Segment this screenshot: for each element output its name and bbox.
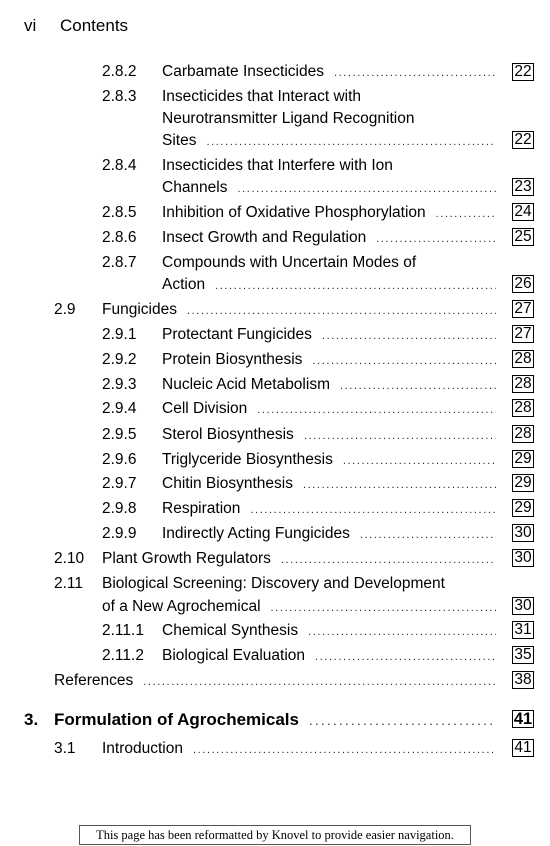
- page-link[interactable]: 26: [512, 275, 534, 293]
- page-link[interactable]: 29: [512, 474, 534, 492]
- chapter-number: 3.: [24, 710, 39, 729]
- page-link[interactable]: 29: [512, 499, 534, 517]
- dot-leader: [308, 623, 496, 642]
- page-link[interactable]: 35: [512, 646, 534, 664]
- entry-row: [54, 710, 496, 730]
- entry-title[interactable]: Carbamate Insecticides: [162, 63, 324, 80]
- page-link[interactable]: 27: [512, 300, 534, 318]
- entry-number: 2.9.5: [102, 426, 137, 443]
- entry-row: [162, 375, 496, 396]
- dot-leader: [143, 673, 496, 692]
- entry-number: 2.8.5: [102, 204, 137, 221]
- entry-row: [102, 739, 496, 760]
- entry-row: [54, 671, 496, 692]
- page-link[interactable]: 28: [512, 350, 534, 368]
- entry-title-line[interactable]: Insecticides that Interact with: [162, 88, 362, 105]
- page-link[interactable]: 41: [513, 710, 533, 728]
- entry-row: [162, 178, 496, 199]
- entry-title-line[interactable]: Compounds with Uncertain Modes of: [162, 254, 417, 271]
- entry-title-line[interactable]: Biological Screening: Discovery and Development: [102, 575, 445, 592]
- entry-row: [162, 228, 496, 249]
- entry-title-line[interactable]: Channels: [162, 179, 228, 196]
- entry-number: 2.9.4: [102, 400, 137, 417]
- dot-leader: [343, 452, 496, 471]
- page-link[interactable]: 41: [512, 739, 534, 757]
- page-link[interactable]: 23: [512, 178, 534, 196]
- page-link[interactable]: 30: [512, 549, 534, 567]
- dot-leader: [303, 476, 496, 495]
- entry-row: [162, 62, 496, 83]
- page-link[interactable]: 28: [512, 399, 534, 417]
- entry-title[interactable]: Protein Biosynthesis: [162, 351, 303, 368]
- entry-title[interactable]: Fungicides: [102, 301, 177, 318]
- entry-title-line[interactable]: Neurotransmitter Ligand Recognition: [162, 110, 415, 127]
- entry-row: [162, 425, 496, 446]
- entry-number: 2.8.7: [102, 254, 137, 271]
- dot-leader: [187, 302, 496, 321]
- entry-title[interactable]: Plant Growth Regulators: [102, 550, 271, 567]
- entry-number: 2.11.2: [102, 647, 144, 664]
- entry-number: 2.9.7: [102, 475, 137, 492]
- dot-leader: [376, 230, 496, 249]
- entry-title[interactable]: Inhibition of Oxidative Phosphorylation: [162, 204, 426, 221]
- entry-row: [162, 524, 496, 545]
- entry-number: 2.9.9: [102, 525, 137, 542]
- entry-row: [162, 399, 496, 420]
- dot-leader: [304, 427, 496, 446]
- entry-number: 2.11: [54, 575, 84, 592]
- entry-row: [162, 499, 496, 520]
- dot-leader: [281, 551, 496, 570]
- entry-number: 2.9.1: [102, 326, 137, 343]
- entry-title-line[interactable]: Insecticides that Interfere with Ion: [162, 157, 393, 174]
- dot-leader: [322, 327, 496, 346]
- dot-leader: [215, 277, 496, 296]
- dot-leader: [436, 205, 496, 224]
- entry-title[interactable]: Indirectly Acting Fungicides: [162, 525, 350, 542]
- dot-leader: [206, 133, 496, 152]
- dot-leader: [340, 377, 496, 396]
- page-link[interactable]: 27: [512, 325, 534, 343]
- entry-row: [102, 549, 496, 570]
- entry-number: 2.8.6: [102, 229, 137, 246]
- page-link[interactable]: 31: [512, 621, 534, 639]
- entry-row: [162, 450, 496, 471]
- page-link[interactable]: 28: [512, 425, 534, 443]
- dot-leader: [250, 501, 496, 520]
- entry-title-line[interactable]: Action: [162, 276, 206, 293]
- entry-number: 2.10: [54, 550, 85, 567]
- entry-number: 2.8.3: [102, 88, 137, 105]
- dot-leader: [238, 180, 497, 199]
- entry-row: [162, 646, 496, 667]
- page-link[interactable]: 22: [512, 131, 534, 149]
- entry-number: 2.9: [54, 301, 76, 318]
- entry-title-line[interactable]: of a New Agrochemical: [102, 598, 261, 615]
- entry-title[interactable]: Insect Growth and Regulation: [162, 229, 367, 246]
- dot-leader: [334, 64, 496, 83]
- entry-row: [162, 325, 496, 346]
- dot-leader: [315, 648, 496, 667]
- knovel-footer-note: This page has been reformatted by Knovel to provide easier navigation.: [79, 825, 471, 845]
- entry-number: 2.8.2: [102, 63, 137, 80]
- entry-number: 2.8.4: [102, 157, 137, 174]
- dot-leader: [257, 401, 496, 420]
- entry-number: 2.9.8: [102, 500, 137, 517]
- entry-title[interactable]: Chemical Synthesis: [162, 622, 299, 639]
- dot-leader: [193, 741, 496, 760]
- entry-row: [102, 597, 496, 618]
- entry-row: [102, 300, 496, 321]
- entry-title[interactable]: Triglyceride Biosynthesis: [162, 451, 333, 468]
- entry-title[interactable]: Cell Division: [162, 400, 248, 417]
- entry-row: [162, 275, 496, 296]
- entry-title[interactable]: Introduction: [102, 740, 183, 757]
- page-title: Contents: [60, 16, 129, 35]
- entry-title[interactable]: Protectant Fungicides: [162, 326, 312, 343]
- entry-row: [162, 621, 496, 642]
- page-link[interactable]: 25: [512, 228, 534, 246]
- entry-row: [162, 350, 496, 371]
- entry-number: 2.9.6: [102, 451, 137, 468]
- dot-leader: [360, 526, 496, 545]
- entry-number: 2.9.2: [102, 351, 137, 368]
- entry-title[interactable]: Sterol Biosynthesis: [162, 426, 294, 443]
- entry-row: [162, 131, 496, 152]
- entry-number: 3.1: [54, 740, 76, 757]
- page-link[interactable]: 30: [512, 524, 534, 542]
- entry-number: 2.9.3: [102, 376, 137, 393]
- entry-title[interactable]: Chitin Biosynthesis: [162, 475, 293, 492]
- dot-leader: [312, 352, 496, 371]
- entry-number: 2.11.1: [102, 622, 144, 639]
- page-link[interactable]: 24: [512, 203, 534, 221]
- page-number-roman: vi: [24, 16, 37, 35]
- entry-title[interactable]: Nucleic Acid Metabolism: [162, 376, 330, 393]
- page-link[interactable]: 30: [512, 597, 534, 615]
- entry-title-line[interactable]: Sites: [162, 132, 197, 149]
- dot-leader: [271, 599, 496, 618]
- page-link[interactable]: 28: [512, 375, 534, 393]
- entry-title[interactable]: Biological Evaluation: [162, 647, 306, 664]
- page-link[interactable]: 29: [512, 450, 534, 468]
- entry-title[interactable]: References: [54, 672, 134, 689]
- dot-leader: [309, 711, 496, 730]
- entry-row: [162, 474, 496, 495]
- chapter-title[interactable]: Formulation of Agrochemicals: [54, 710, 299, 729]
- entry-row: [162, 203, 496, 224]
- entry-title[interactable]: Respiration: [162, 500, 241, 517]
- page-link[interactable]: 22: [512, 63, 534, 81]
- page-link[interactable]: 38: [512, 671, 534, 689]
